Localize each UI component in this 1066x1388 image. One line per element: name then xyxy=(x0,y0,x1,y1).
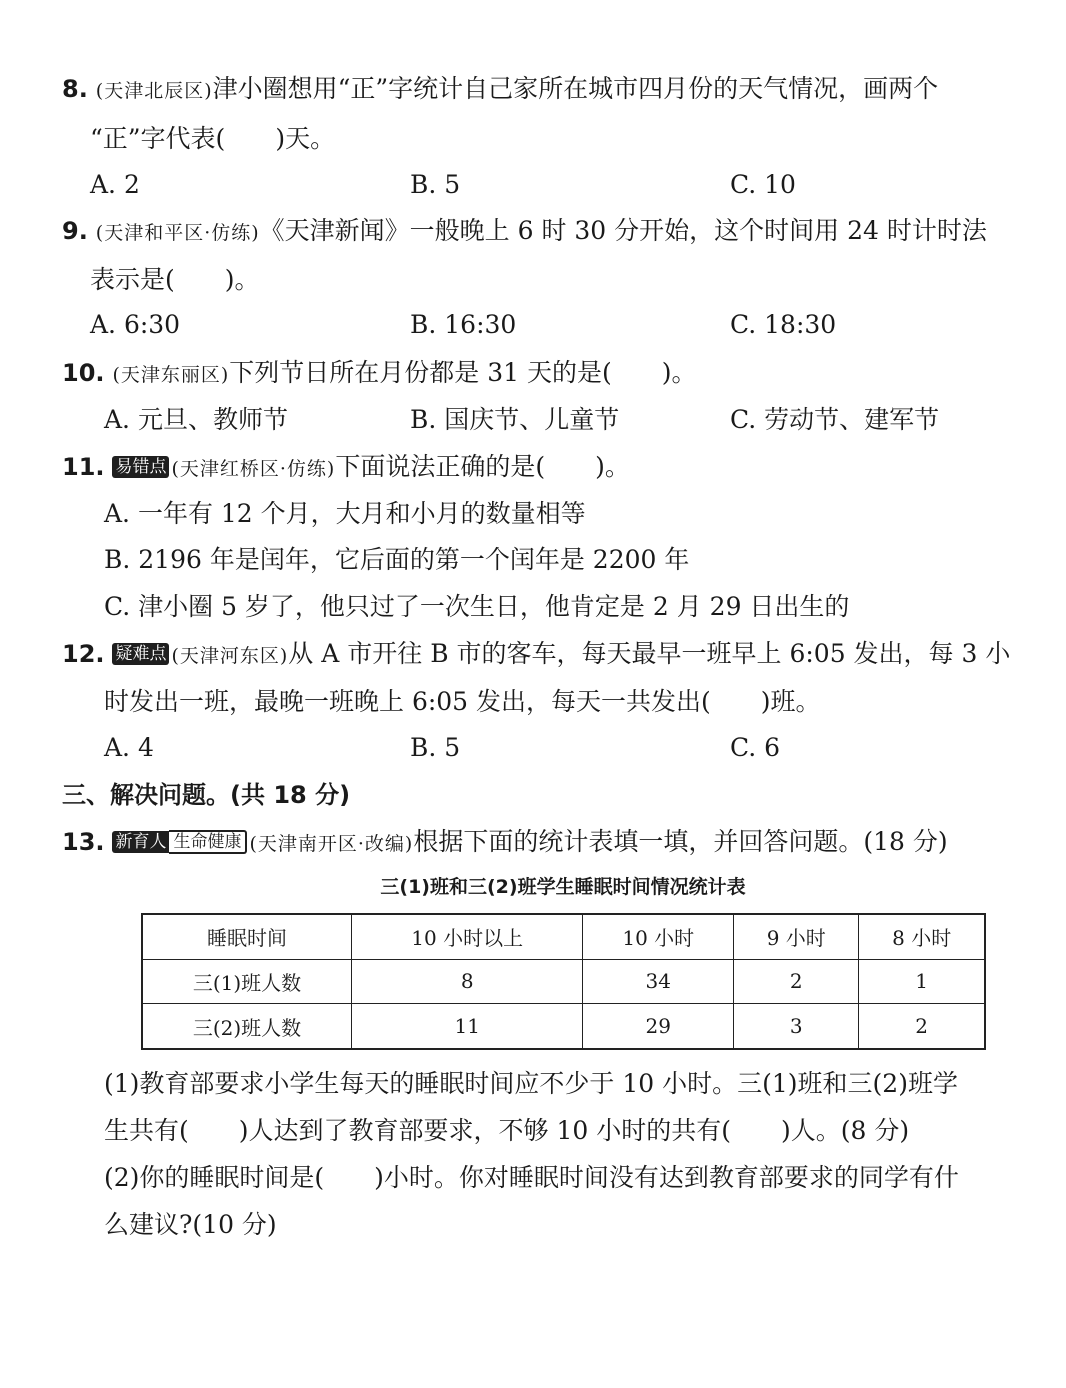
option-b: B. 16:30 xyxy=(410,310,517,339)
question-9-line-2: 表示是( )。 xyxy=(90,265,260,294)
question-13 xyxy=(62,825,948,861)
question-text: 下面说法正确的是( )。 xyxy=(335,452,630,481)
difficulty-tag: 易错点 xyxy=(112,456,169,478)
table-cell: 2 xyxy=(734,959,859,1004)
question-10 xyxy=(62,356,697,392)
table-cell: 11 xyxy=(352,1004,583,1049)
option-a: A. 元旦、教师节 xyxy=(104,405,288,434)
option-c: C. 劳动节、建军节 xyxy=(730,405,940,434)
question-11 xyxy=(62,450,630,486)
option-c: C. 津小圈 5 岁了，他只过了一次生日，他肯定是 2 月 29 日出生的 xyxy=(104,592,850,621)
question-source: (天津和平区·仿练) xyxy=(95,222,260,244)
section-heading: 三、解决问题。(共 18 分) xyxy=(62,781,351,809)
option-b: B. 5 xyxy=(410,170,461,199)
question-12 xyxy=(62,637,1010,673)
question-number: 8. xyxy=(62,75,88,103)
question-source: (天津南开区·改编) xyxy=(249,833,414,855)
topic-tag: 新育人 xyxy=(112,831,169,853)
question-text: 根据下面的统计表填一填，并回答问题。(18 分) xyxy=(413,827,948,856)
topic-tag-secondary: 生命健康 xyxy=(169,830,247,854)
question-9 xyxy=(62,214,987,250)
statistics-table xyxy=(141,913,986,1050)
table-cell: 2 xyxy=(859,1004,985,1049)
question-number: 12. xyxy=(62,640,105,668)
table-header-cell: 8 小时 xyxy=(859,914,985,959)
question-source: (天津红桥区·仿练) xyxy=(171,458,336,480)
table-header-cell: 10 小时 xyxy=(583,914,734,959)
question-8 xyxy=(62,72,938,108)
table-header-cell: 睡眠时间 xyxy=(142,914,352,959)
table-row-label: 三(1)班人数 xyxy=(142,959,352,1004)
sub-question-2-line-2: 么建议?(10 分) xyxy=(104,1210,277,1239)
question-number: 10. xyxy=(62,359,105,387)
table-title: 三(1)班和三(2)班学生睡眠时间情况统计表 xyxy=(380,876,746,898)
table-cell: 29 xyxy=(583,1004,734,1049)
option-b: B. 2196 年是闰年，它后面的第一个闰年是 2200 年 xyxy=(104,545,690,574)
table-cell: 8 xyxy=(352,959,583,1004)
table-cell: 1 xyxy=(859,959,985,1004)
table-row-label: 三(2)班人数 xyxy=(142,1004,352,1049)
table-cell: 34 xyxy=(583,959,734,1004)
option-c: C. 10 xyxy=(730,170,796,199)
table-header-row xyxy=(142,914,985,959)
sub-question-1-line-1: (1)教育部要求小学生每天的睡眠时间应不少于 10 小时。三(1)班和三(2)班学 xyxy=(104,1069,958,1098)
question-number: 11. xyxy=(62,453,105,481)
table-row xyxy=(142,1004,985,1049)
option-a: A. 2 xyxy=(90,170,140,199)
table-row xyxy=(142,959,985,1004)
question-12-line-2: 时发出一班，最晚一班晚上 6:05 发出，每天一共发出( )班。 xyxy=(104,687,821,716)
question-source: (天津河东区) xyxy=(171,645,289,667)
question-8-line-2: “正”字代表( )天。 xyxy=(90,124,336,153)
question-text: 《天津新闻》一般晚上 6 时 30 分开始，这个时间用 24 时计时法 xyxy=(259,216,987,245)
question-source: (天津东丽区) xyxy=(112,364,230,386)
option-a: A. 4 xyxy=(104,733,154,762)
option-c: C. 6 xyxy=(730,733,781,762)
question-text: 从 A 市开往 B 市的客车，每天最早一班早上 6:05 发出，每 3 小 xyxy=(288,639,1011,668)
sub-question-2-line-1: (2)你的睡眠时间是( )小时。你对睡眠时间没有达到教育部要求的同学有什 xyxy=(104,1163,959,1192)
question-number: 13. xyxy=(62,828,105,856)
difficulty-tag: 疑难点 xyxy=(112,643,169,665)
question-number: 9. xyxy=(62,217,88,245)
sub-question-1-line-2: 生共有( )人达到了教育部要求，不够 10 小时的共有( )人。(8 分) xyxy=(104,1116,910,1145)
table-cell: 3 xyxy=(734,1004,859,1049)
question-source: (天津北辰区) xyxy=(95,80,213,102)
table-header-cell: 9 小时 xyxy=(734,914,859,959)
table-header-cell: 10 小时以上 xyxy=(352,914,583,959)
question-text: 下列节日所在月份都是 31 天的是( )。 xyxy=(229,358,697,387)
option-c: C. 18:30 xyxy=(730,310,837,339)
question-text: 津小圈想用“正”字统计自己家所在城市四月份的天气情况，画两个 xyxy=(212,74,939,103)
option-b: B. 5 xyxy=(410,733,461,762)
option-a: A. 一年有 12 个月，大月和小月的数量相等 xyxy=(104,499,586,528)
option-b: B. 国庆节、儿童节 xyxy=(410,405,620,434)
option-a: A. 6:30 xyxy=(90,310,181,339)
